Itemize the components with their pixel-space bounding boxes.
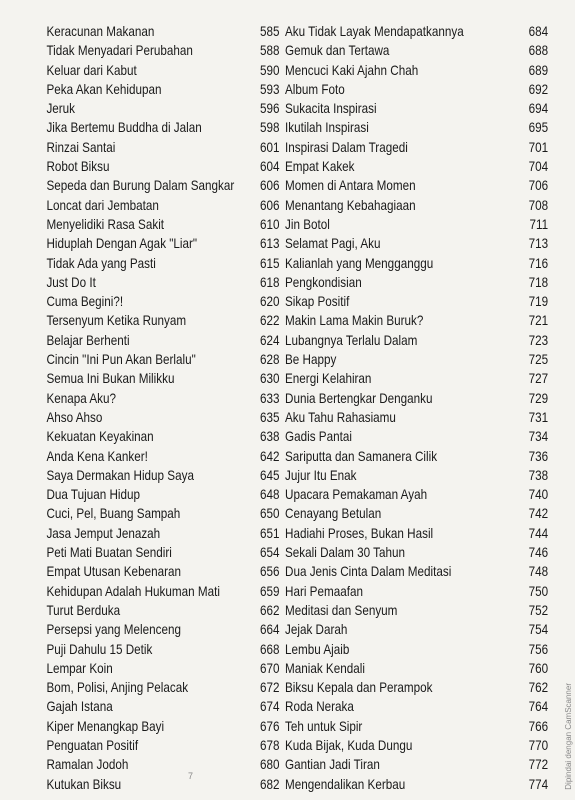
toc-entry — [0, 524, 280, 543]
toc-entry — [285, 215, 549, 234]
scanner-watermark: Dipindai dengan CamScanner — [564, 683, 573, 790]
toc-entry-page: 678 — [259, 737, 280, 753]
toc-entry-title: Anda Kena Kanker! — [46, 448, 148, 464]
toc-entry-title: Puji Dahulu 15 Detik — [46, 641, 153, 657]
toc-entry — [285, 524, 549, 543]
toc-entry-page: 774 — [528, 776, 549, 792]
toc-entry — [285, 118, 549, 137]
toc-entry-page: 664 — [259, 622, 280, 638]
toc-entry-title: Lembu Ajaib — [285, 641, 350, 657]
toc-entry-title: Kiper Menangkap Bayi — [46, 718, 165, 734]
toc-entry-page: 638 — [259, 429, 280, 445]
toc-entry-title: Gemuk dan Tertawa — [285, 43, 390, 59]
toc-entry-title: Hari Pemaafan — [285, 583, 363, 599]
toc-entry-page: 723 — [528, 332, 549, 348]
toc-entry-title: Sukacita Inspirasi — [285, 101, 377, 117]
toc-entry — [285, 273, 549, 292]
toc-entry — [0, 311, 280, 330]
toc-entry-page: 635 — [259, 409, 280, 425]
toc-entry-page: 604 — [259, 159, 280, 175]
toc-entry-title: Kutukan Biksu — [46, 776, 122, 792]
toc-entry — [0, 640, 280, 659]
toc-entry-page: 601 — [259, 139, 280, 155]
toc-entry-title: Keluar dari Kabut — [46, 62, 137, 78]
toc-entry-page: 711 — [529, 216, 549, 232]
toc-entry — [285, 196, 549, 215]
toc-entry — [0, 369, 280, 388]
toc-entry-page: 713 — [528, 236, 549, 252]
toc-entry — [0, 273, 280, 292]
toc-entry — [285, 697, 549, 716]
toc-entry — [0, 447, 280, 466]
toc-entry-title: Momen di Antara Momen — [285, 178, 416, 194]
toc-entry-page: 721 — [528, 313, 549, 329]
toc-entry-title: Kehidupan Adalah Hukuman Mati — [46, 583, 220, 599]
toc-entry — [285, 659, 549, 678]
toc-entry-title: Lubangnya Terlalu Dalam — [285, 332, 418, 348]
toc-entry — [285, 601, 549, 620]
toc-entry — [0, 80, 280, 99]
toc-entry-page: 680 — [259, 757, 280, 773]
toc-entry-title: Upacara Pemakaman Ayah — [285, 487, 428, 503]
toc-entry-page: 688 — [528, 43, 549, 59]
toc-entry — [285, 80, 549, 99]
toc-entry-page: 694 — [528, 101, 549, 117]
pencil-mark: 7 — [188, 771, 194, 781]
toc-entry-page: 731 — [528, 409, 549, 425]
toc-entry-page: 615 — [259, 255, 280, 271]
toc-entry-title: Cenayang Betulan — [285, 506, 382, 522]
toc-entry-page: 764 — [528, 699, 549, 715]
toc-entry — [0, 504, 280, 523]
toc-entry — [0, 543, 280, 562]
toc-entry-title: Selamat Pagi, Aku — [285, 236, 381, 252]
toc-entry — [0, 408, 280, 427]
toc-entry-title: Jeruk — [46, 101, 76, 117]
toc-entry — [285, 176, 549, 195]
toc-entry — [0, 562, 280, 581]
toc-entry — [285, 427, 549, 446]
toc-entry-page: 725 — [528, 352, 549, 368]
toc-entry — [285, 736, 549, 755]
toc-entry-page: 654 — [259, 545, 280, 561]
toc-entry-page: 590 — [259, 62, 280, 78]
toc-entry-page: 585 — [259, 24, 280, 39]
toc-entry — [0, 331, 280, 350]
toc-entry-page: 596 — [259, 101, 280, 117]
toc-entry-page: 684 — [528, 24, 549, 39]
toc-entry — [0, 659, 280, 678]
toc-entry — [0, 717, 280, 736]
toc-entry-title: Gajah Istana — [46, 699, 113, 715]
toc-entry-title: Album Foto — [285, 81, 345, 97]
toc-entry-page: 650 — [259, 506, 280, 522]
toc-entry — [0, 196, 280, 215]
toc-entry — [285, 61, 549, 80]
toc-entry-page: 754 — [528, 622, 549, 638]
toc-entry-page: 620 — [259, 294, 280, 310]
toc-entry-title: Peka Akan Kehidupan — [46, 81, 162, 97]
toc-entry — [0, 118, 280, 137]
toc-entry — [0, 254, 280, 273]
toc-entry — [0, 292, 280, 311]
toc-entry-title: Tersenyum Ketika Runyam — [46, 313, 187, 329]
toc-entry — [285, 717, 549, 736]
toc-entry-title: Semua Ini Bukan Milikku — [46, 371, 175, 387]
toc-entry-title: Kekuatan Keyakinan — [46, 429, 154, 445]
toc-entry — [0, 582, 280, 601]
toc-entry-title: Empat Kakek — [285, 159, 355, 175]
toc-entry-page: 718 — [528, 274, 549, 290]
toc-entry — [285, 755, 549, 774]
toc-entry-title: Menyelidiki Rasa Sakit — [46, 216, 165, 232]
toc-entry — [285, 582, 549, 601]
toc-entry-page: 729 — [528, 390, 549, 406]
toc-entry-title: Saya Dermakan Hidup Saya — [46, 467, 194, 483]
toc-entry-title: Jasa Jemput Jenazah — [46, 525, 161, 541]
toc-entry-page: 674 — [259, 699, 280, 715]
toc-entry-page: 760 — [528, 660, 549, 676]
toc-entry-title: Inspirasi Dalam Tragedi — [285, 139, 408, 155]
toc-entry-page: 642 — [259, 448, 280, 464]
toc-entry-title: Sekali Dalam 30 Tahun — [285, 545, 406, 561]
toc-entry-title: Aku Tidak Layak Mendapatkannya — [285, 24, 464, 39]
toc-entry-page: 606 — [259, 178, 280, 194]
toc-entry-page: 672 — [259, 680, 280, 696]
toc-entry — [0, 678, 280, 697]
toc-entry — [285, 350, 549, 369]
toc-entry-page: 706 — [528, 178, 549, 194]
toc-entry-page: 689 — [528, 62, 549, 78]
toc-entry — [0, 22, 280, 41]
toc-entry — [0, 99, 280, 118]
toc-entry-page: 704 — [528, 159, 549, 175]
toc-entry-page: 752 — [528, 602, 549, 618]
toc-entry — [285, 369, 549, 388]
toc-entry-page: 668 — [259, 641, 280, 657]
toc-entry-title: Ahso Ahso — [46, 409, 103, 425]
toc-entry-title: Maniak Kendali — [285, 660, 365, 676]
toc-entry-page: 662 — [259, 602, 280, 618]
toc-entry-title: Gantian Jadi Tiran — [285, 757, 380, 773]
toc-entry — [285, 562, 549, 581]
toc-entry-title: Hadiahi Proses, Bukan Hasil — [285, 525, 434, 541]
toc-entry-title: Dua Jenis Cinta Dalam Meditasi — [285, 564, 452, 580]
toc-entry-page: 716 — [528, 255, 549, 271]
toc-entry-page: 682 — [259, 776, 280, 792]
toc-entry-title: Mencuci Kaki Ajahn Chah — [285, 62, 419, 78]
toc-entry-page: 618 — [259, 274, 280, 290]
toc-entry-page: 770 — [528, 737, 549, 753]
toc-entry-title: Teh untuk Sipir — [285, 718, 363, 734]
toc-entry — [0, 234, 280, 253]
toc-entry-page: 692 — [528, 81, 549, 97]
toc-entry-title: Tidak Menyadari Perubahan — [46, 43, 193, 59]
toc-entry — [285, 254, 549, 273]
toc-entry — [285, 331, 549, 350]
toc-entry-page: 656 — [259, 564, 280, 580]
toc-entry-title: Belajar Berhenti — [46, 332, 130, 348]
toc-entry-page: 744 — [528, 525, 549, 541]
toc-entry-title: Gadis Pantai — [285, 429, 352, 445]
toc-entry — [285, 620, 549, 639]
toc-column-right — [285, 22, 575, 794]
toc-entry-title: Kalianlah yang Mengganggu — [285, 255, 434, 271]
toc-entry-title: Dunia Bertengkar Denganku — [285, 390, 433, 406]
toc-entry — [285, 234, 549, 253]
toc-entry-page: 606 — [259, 197, 280, 213]
toc-entry-title: Empat Utusan Kebenaran — [46, 564, 181, 580]
toc-entry-title: Hiduplah Dengan Agak "Liar" — [46, 236, 198, 252]
toc-entry-page: 740 — [528, 487, 549, 503]
toc-entry-title: Turut Berduka — [46, 602, 121, 618]
toc-entry-page: 719 — [528, 294, 549, 310]
toc-entry-title: Be Happy — [285, 352, 337, 368]
toc-entry-page: 633 — [259, 390, 280, 406]
toc-entry-page: 750 — [528, 583, 549, 599]
toc-entry-title: Kenapa Aku? — [46, 390, 117, 406]
toc-entry-page: 766 — [528, 718, 549, 734]
toc-entry — [0, 736, 280, 755]
toc-entry-title: Sikap Positif — [285, 294, 350, 310]
toc-entry-title: Sepeda dan Burung Dalam Sangkar — [46, 178, 235, 194]
toc-entry-title: Mengendalikan Kerbau — [285, 776, 406, 792]
toc-entry-title: Jujur Itu Enak — [285, 467, 357, 483]
toc-entry-page: 610 — [259, 216, 280, 232]
toc-entry — [285, 22, 549, 41]
toc-entry — [285, 157, 549, 176]
toc-entry — [0, 176, 280, 195]
toc-entry-page: 670 — [259, 660, 280, 676]
toc-entry — [285, 543, 549, 562]
toc-entry — [285, 311, 549, 330]
toc-entry-title: Dua Tujuan Hidup — [46, 487, 141, 503]
toc-entry-page: 659 — [259, 583, 280, 599]
toc-entry-page: 695 — [528, 120, 549, 136]
toc-entry-title: Roda Neraka — [285, 699, 354, 715]
toc-entry-title: Jin Botol — [285, 216, 330, 232]
toc-entry-title: Sariputta dan Samanera Cilik — [285, 448, 438, 464]
toc-entry-page: 756 — [528, 641, 549, 657]
toc-entry — [285, 389, 549, 408]
toc-entry-page: 624 — [259, 332, 280, 348]
toc-entry — [0, 755, 280, 774]
toc-entry-page: 645 — [259, 467, 280, 483]
toc-entry-title: Jejak Darah — [285, 622, 348, 638]
toc-entry-page: 738 — [528, 467, 549, 483]
toc-entry-page: 630 — [259, 371, 280, 387]
toc-entry-page: 593 — [259, 81, 280, 97]
toc-entry-title: Peti Mati Buatan Sendiri — [46, 545, 172, 561]
toc-entry-page: 648 — [259, 487, 280, 503]
toc-entry-page: 746 — [528, 545, 549, 561]
toc-entry — [0, 620, 280, 639]
toc-entry-page: 727 — [528, 371, 549, 387]
toc-entry — [0, 601, 280, 620]
toc-entry-title: Tidak Ada yang Pasti — [46, 255, 156, 271]
toc-entry — [285, 41, 549, 60]
toc-entry-title: Bom, Polisi, Anjing Pelacak — [46, 680, 189, 696]
toc-entry — [285, 485, 549, 504]
toc-entry-title: Penguatan Positif — [46, 737, 139, 753]
toc-entry-page: 736 — [528, 448, 549, 464]
toc-entry — [285, 466, 549, 485]
toc-entry — [285, 447, 549, 466]
toc-entry — [0, 466, 280, 485]
toc-entry — [285, 138, 549, 157]
toc-entry-title: Aku Tahu Rahasiamu — [285, 409, 396, 425]
toc-entry — [0, 485, 280, 504]
toc-entry-title: Robot Biksu — [46, 159, 110, 175]
toc-entry-title: Rinzai Santai — [46, 139, 116, 155]
toc-entry-page: 708 — [528, 197, 549, 213]
toc-entry-title: Ikutilah Inspirasi — [285, 120, 369, 136]
toc-entry-title: Ramalan Jodoh — [46, 757, 129, 773]
toc-entry — [0, 775, 280, 794]
toc-entry — [0, 427, 280, 446]
toc-entry — [285, 99, 549, 118]
toc-entry-page: 651 — [259, 525, 280, 541]
toc-entry-title: Biksu Kepala dan Perampok — [285, 680, 433, 696]
toc-entry — [0, 697, 280, 716]
toc-entry-page: 598 — [259, 120, 280, 136]
toc-entry-page: 748 — [528, 564, 549, 580]
toc-entry-title: Makin Lama Makin Buruk? — [285, 313, 424, 329]
toc-entry-page: 613 — [259, 236, 280, 252]
toc-entry-page: 762 — [528, 680, 549, 696]
toc-entry — [285, 292, 549, 311]
toc-entry-page: 588 — [259, 43, 280, 59]
toc-entry-title: Keracunan Makanan — [46, 24, 155, 39]
toc-entry — [285, 678, 549, 697]
toc-entry — [285, 640, 549, 659]
toc-entry-title: Jika Bertemu Buddha di Jalan — [46, 120, 202, 136]
toc-entry-title: Loncat dari Jembatan — [46, 197, 159, 213]
toc-entry — [0, 41, 280, 60]
toc-entry-page: 676 — [259, 718, 280, 734]
toc-entry-title: Cuma Begini?! — [46, 294, 124, 310]
toc-entry — [0, 138, 280, 157]
table-of-contents — [0, 22, 575, 794]
toc-entry-title: Lempar Koin — [46, 660, 113, 676]
toc-entry-title: Energi Kelahiran — [285, 371, 372, 387]
toc-entry-title: Persepsi yang Melenceng — [46, 622, 181, 638]
toc-entry-title: Just Do It — [46, 274, 96, 290]
toc-entry-title: Kuda Bijak, Kuda Dungu — [285, 737, 413, 753]
toc-entry — [0, 350, 280, 369]
toc-entry — [0, 157, 280, 176]
toc-entry-title: Menantang Kebahagiaan — [285, 197, 416, 213]
toc-entry-title: Pengkondisian — [285, 274, 362, 290]
toc-entry-page: 701 — [528, 139, 549, 155]
toc-entry-page: 622 — [259, 313, 280, 329]
toc-entry — [0, 215, 280, 234]
toc-entry-page: 742 — [528, 506, 549, 522]
toc-entry — [285, 775, 549, 794]
toc-entry-page: 734 — [528, 429, 549, 445]
toc-entry — [0, 61, 280, 80]
toc-entry-title: Cuci, Pel, Buang Sampah — [46, 506, 181, 522]
toc-entry — [0, 389, 280, 408]
toc-entry — [285, 504, 549, 523]
toc-entry — [285, 408, 549, 427]
toc-entry-page: 628 — [259, 352, 280, 368]
toc-entry-title: Cincin "Ini Pun Akan Berlalu" — [46, 352, 196, 368]
toc-entry-title: Meditasi dan Senyum — [285, 602, 398, 618]
toc-entry-page: 772 — [528, 757, 549, 773]
toc-column-left — [0, 22, 285, 794]
